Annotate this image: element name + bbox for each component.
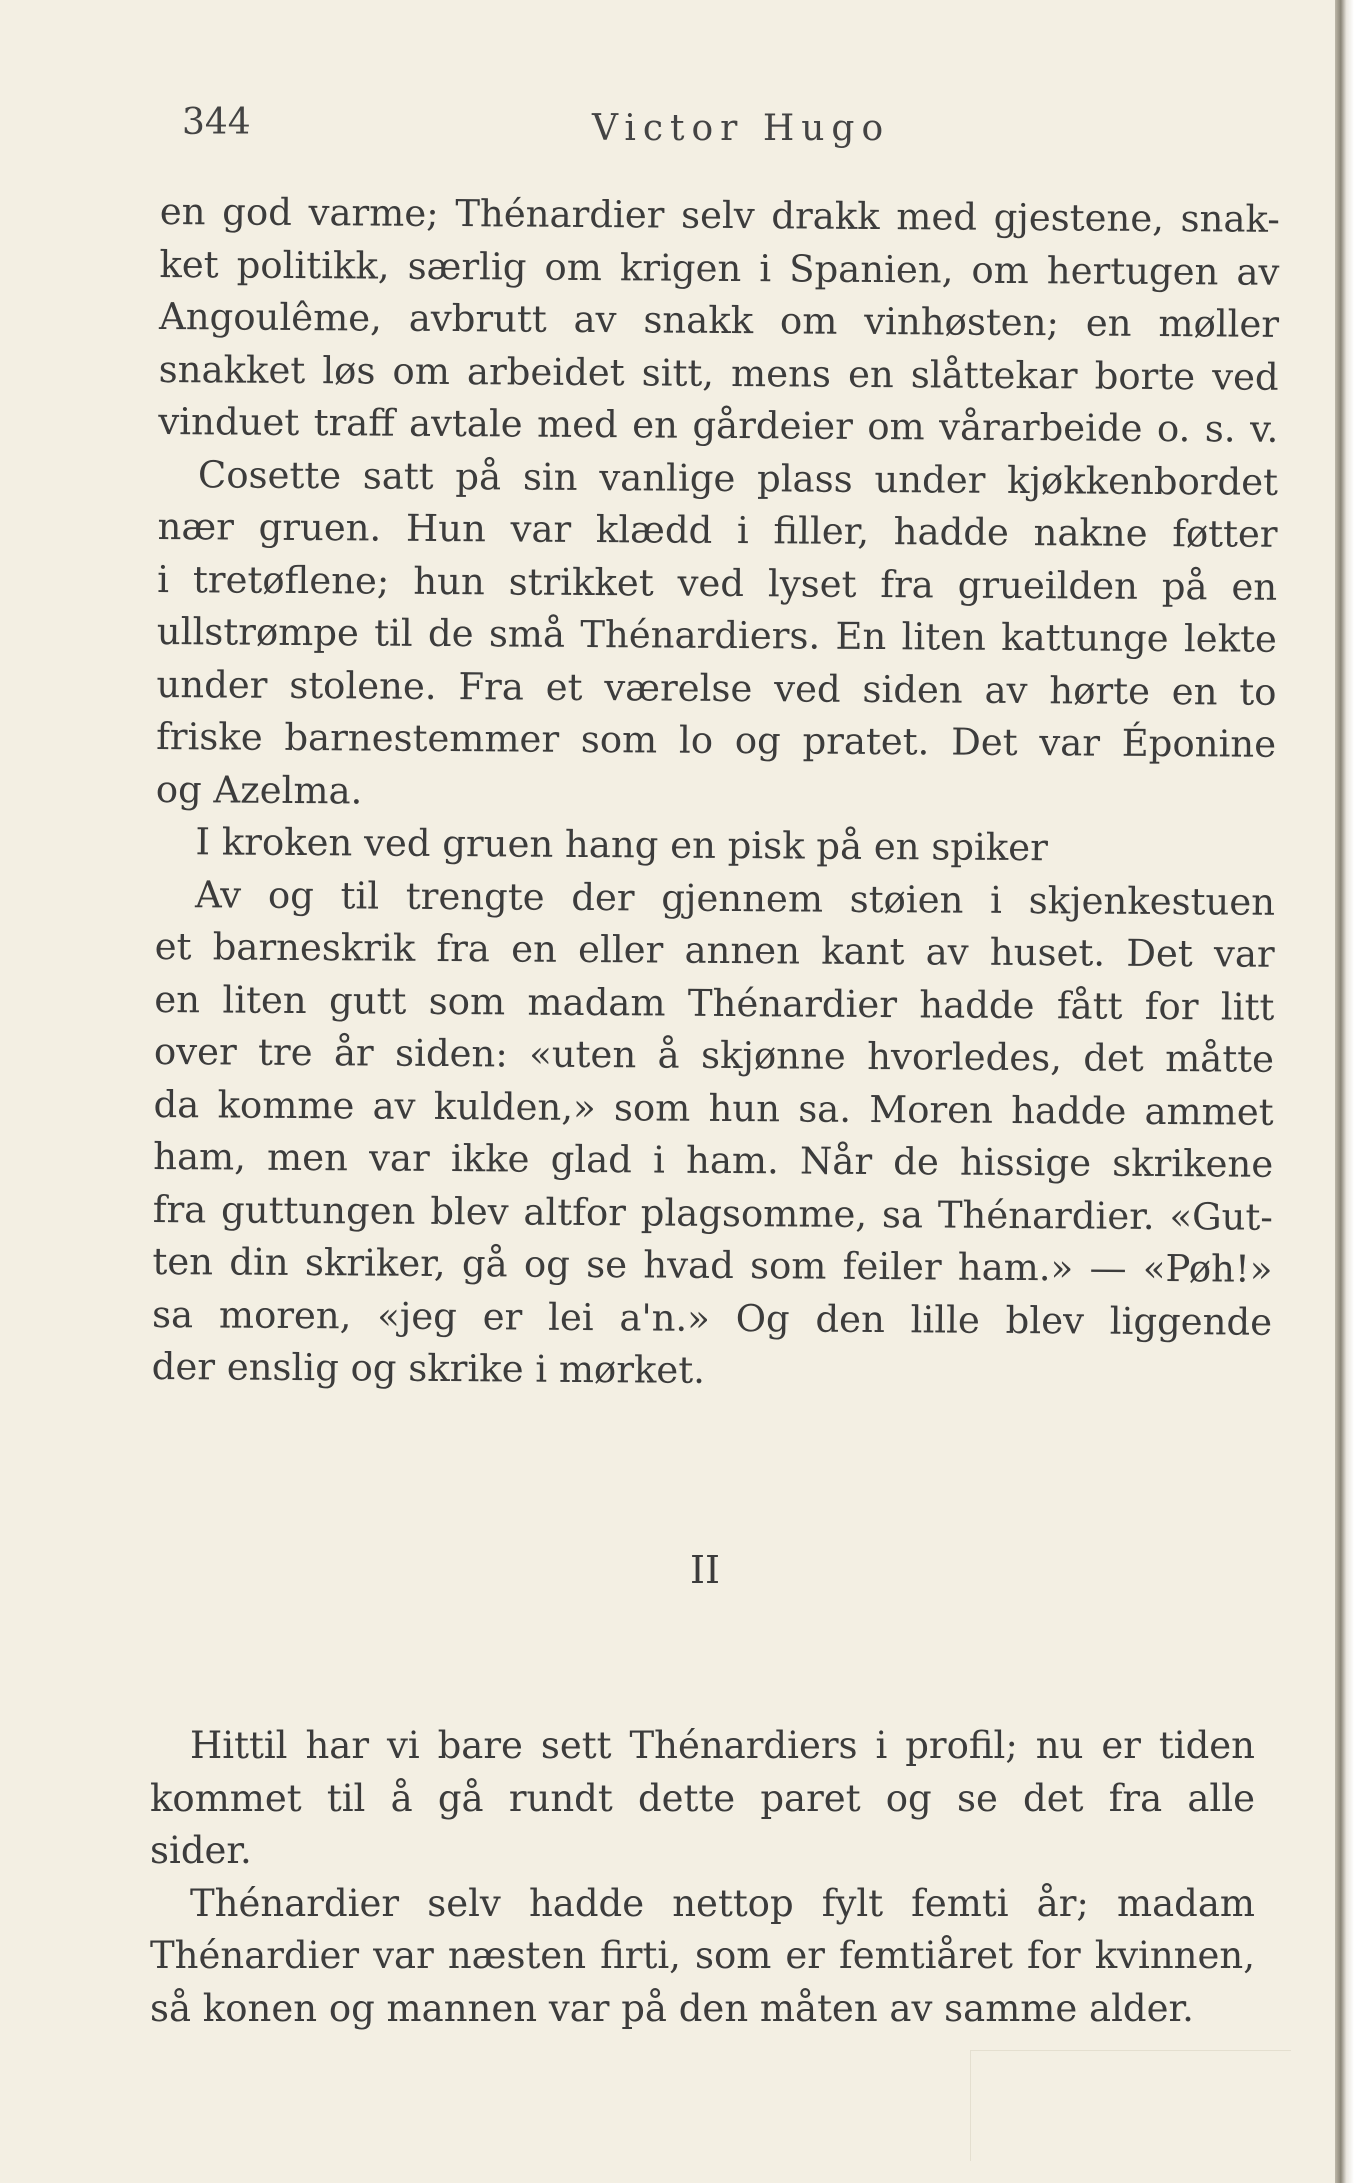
text-line: ullstrømpe til de små Thénardiers. En liten kattunge lekte bbox=[156, 609, 1278, 661]
text-line: snakket løs om arbeidet sitt, mens en slåttekar borte ved bbox=[158, 347, 1279, 399]
text-line: under stolene. Fra et værelse ved siden av hørte en to bbox=[156, 662, 1277, 714]
text-line: vinduet traff avtale med en gårdeier om vårarbeide o. s. v. bbox=[158, 399, 1279, 451]
text-line: og Azelma. bbox=[155, 767, 363, 812]
text-line: Angoulême, avbrutt av snakk om vinhøsten; en møller bbox=[158, 294, 1280, 346]
text-line: et barneskrik fra en eller annen kant av huset. Det var bbox=[154, 924, 1275, 976]
scan-corner-mark bbox=[970, 2050, 1291, 2161]
text-line: nær gruen. Hun var klædd i filler, hadde nakne føtter bbox=[157, 504, 1278, 556]
running-title: Victor Hugo bbox=[592, 108, 891, 149]
text-line: i tretøflene; hun strikket ved lyset fra grueilden på en bbox=[157, 557, 1278, 609]
text-line: sider. bbox=[150, 1829, 252, 1872]
section-number: II bbox=[690, 1548, 721, 1592]
text-line: Thénardier var næsten firti, som er femtiåret for kvinnen, bbox=[150, 1934, 1255, 1977]
text-line: ham, men var ikke glad i ham. Når de hissige skrikene bbox=[153, 1134, 1274, 1186]
text-block-top bbox=[152, 186, 1280, 1401]
text-line: fra guttungen blev altfor plagsomme, sa Thénardier. «Gut- bbox=[152, 1187, 1273, 1239]
text-line: Av og til trengte der gjennem støien i skjenkestuen bbox=[194, 872, 1276, 924]
text-line: sa moren, «jeg er lei a'n.» Og den lille blev liggende bbox=[151, 1292, 1273, 1344]
text-line: over tre år siden: «uten å skjønne hvorledes, det måtte bbox=[153, 1029, 1275, 1081]
page-edge-shadow bbox=[1335, 0, 1354, 2183]
running-head bbox=[182, 102, 922, 152]
text-line: Hittil har vi bare sett Thénardiers i profil; nu er tiden bbox=[190, 1724, 1255, 1767]
text-line: I kroken ved gruen hang en pisk på en spiker bbox=[195, 820, 1049, 870]
text-line: der enslig og skrike i mørket. bbox=[151, 1344, 706, 1392]
text-line: friske barnestemmer som lo og pratet. Det var Éponine bbox=[156, 714, 1277, 766]
text-line: Cosette satt på sin vanlige plass under kjøkkenbordet bbox=[197, 452, 1279, 504]
text-line: ket politikk, særlig om krigen i Spanien, om hertugen av bbox=[159, 242, 1280, 294]
page-number: 344 bbox=[182, 102, 251, 143]
text-line: en liten gutt som madam Thénardier hadde fått for litt bbox=[154, 977, 1275, 1029]
text-line: en god varme; Thénardier selv drakk med gjestene, snak- bbox=[159, 189, 1280, 241]
text-line: Thénardier selv hadde nettop fylt femti år; madam bbox=[190, 1881, 1255, 1925]
text-line: da komme av kulden,» som hun sa. Moren hadde ammet bbox=[153, 1082, 1274, 1134]
text-line: ten din skriker, gå og se hvad som feiler ham.» — «Pøh!» bbox=[152, 1239, 1273, 1291]
text-line: kommet til å gå rundt dette paret og se det fra alle bbox=[150, 1776, 1255, 1820]
text-line: så konen og mannen var på den måten av samme alder. bbox=[150, 1986, 1194, 2030]
text-block-bottom bbox=[150, 1720, 1255, 2035]
